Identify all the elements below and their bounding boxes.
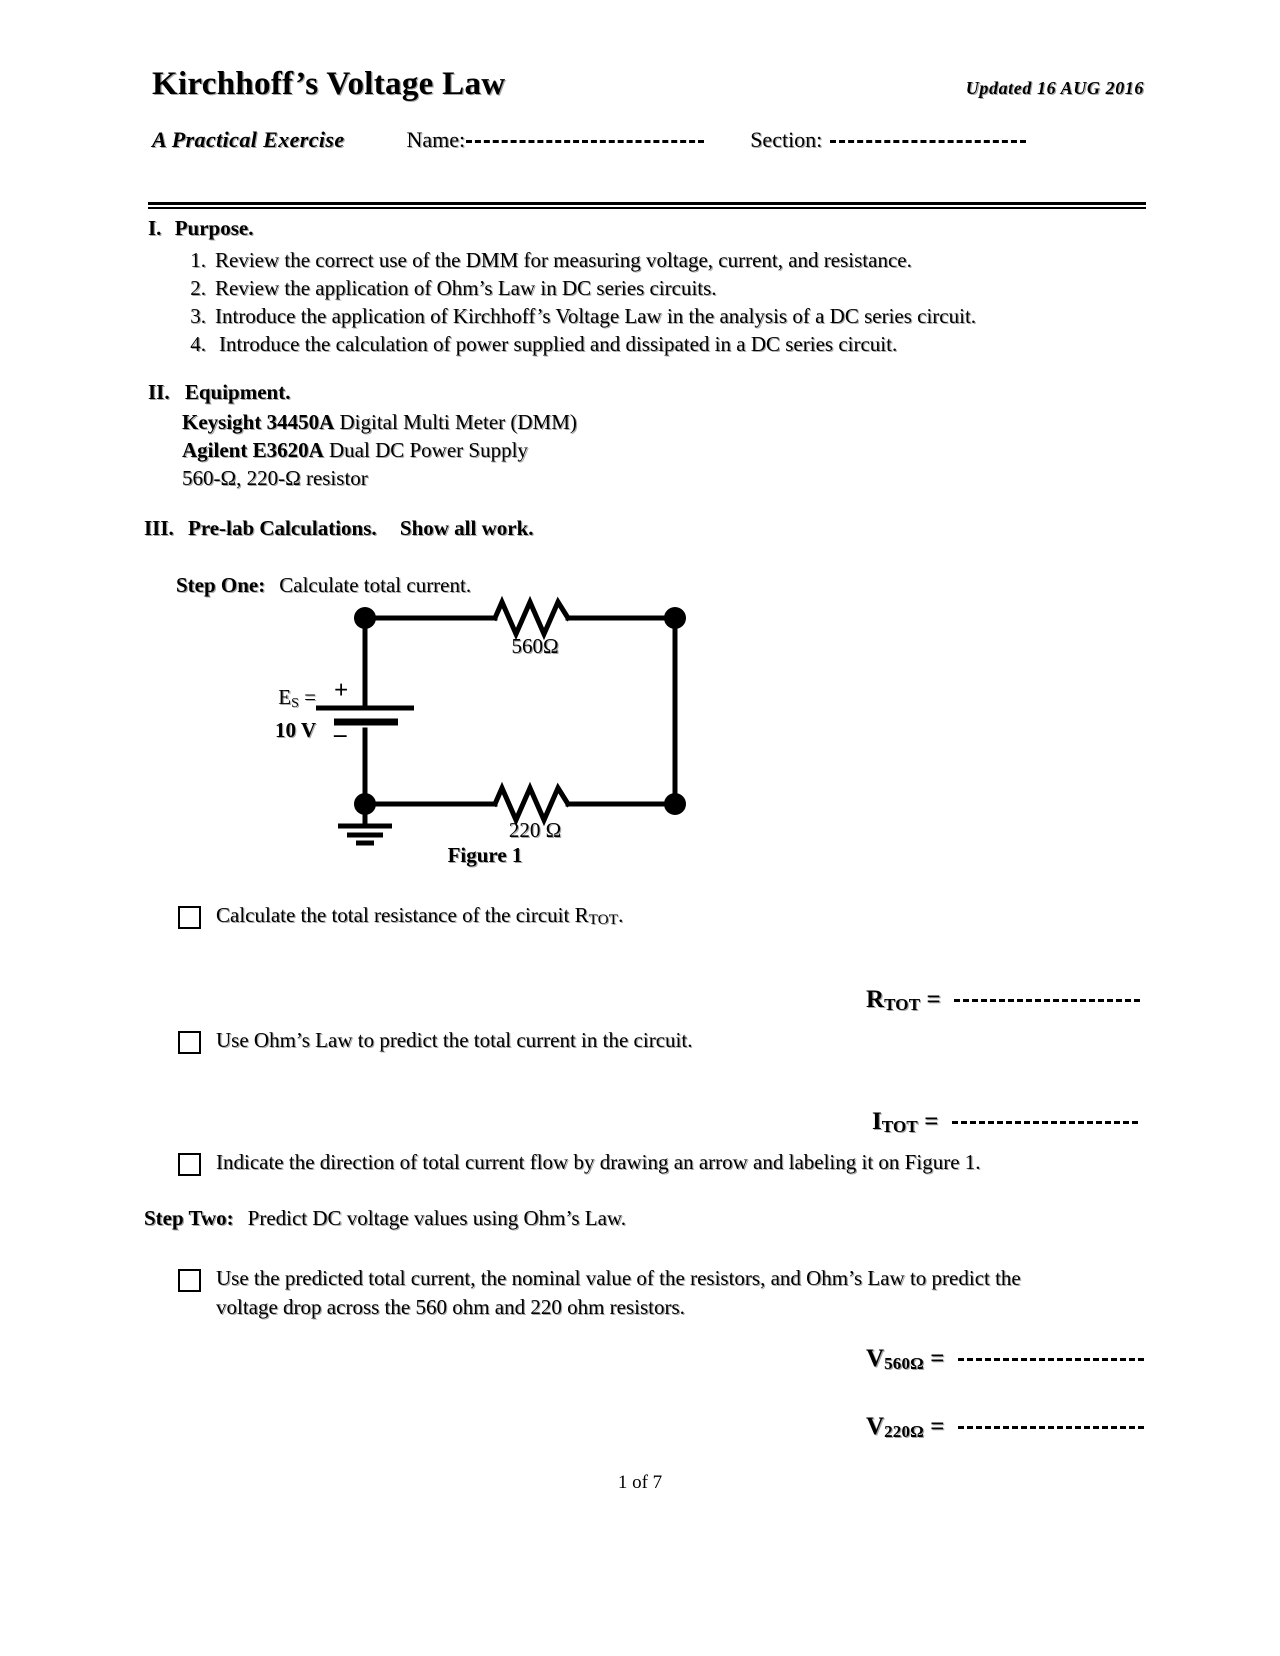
answer-blank-rtot[interactable]: [954, 998, 1140, 1002]
section-purpose: [148, 216, 1148, 358]
step-one-label: Step One:: [176, 573, 266, 597]
resistor-220-label: 220 Ω: [508, 818, 562, 842]
resistor-560-label: 560Ω: [511, 634, 559, 658]
checklist-label: Use the predicted total current, the nominal value of the resistors, and Ohm’s Law to predict the voltage drop across the 560 ohm and 220 ohm resistors.: [216, 1266, 1021, 1319]
source-value: 10 V: [274, 718, 316, 742]
list-item: 4. Introduce the calculation of power supplied and dissipated in a DC series circuit.: [190, 332, 898, 356]
checklist-label: Indicate the direction of total current flow by drawing an arrow and labeling it on Figure 1.: [216, 1150, 981, 1174]
section-field[interactable]: [830, 139, 1026, 143]
step-two: [144, 1204, 626, 1232]
page-footer: 1 of 7: [617, 1472, 663, 1493]
equipment-item-supply: Agilent E3620A Dual DC Power Supply: [182, 438, 528, 462]
circuit-diagram-figure-1: [250, 596, 720, 846]
document-header: [152, 66, 1144, 153]
equipment-list: [182, 408, 1148, 492]
checklist-label: Use Ohm’s Law to predict the total current in the circuit.: [216, 1028, 693, 1052]
answer-itot: ITOT =: [872, 1108, 1138, 1137]
figure-caption: Figure 1: [447, 843, 523, 867]
answer-blank-itot[interactable]: [952, 1120, 1138, 1124]
node-top-right: [664, 607, 686, 629]
ground-symbol: [338, 804, 392, 843]
battery-minus-label: –: [334, 721, 347, 748]
battery-plus-label: +: [334, 677, 349, 704]
resistor-560-symbol: [495, 602, 568, 634]
checklist-item-predict-voltage-drops[interactable]: [178, 1264, 1138, 1322]
answer-v220: V220Ω =: [866, 1413, 1144, 1442]
answer-rtot: RTOT =: [866, 986, 1140, 1015]
purpose-list: [176, 246, 1148, 358]
step-two-text: Predict DC voltage values using Ohm’s Law.: [247, 1206, 626, 1230]
step-two-label: Step Two:: [144, 1206, 234, 1230]
answer-blank-v220[interactable]: [958, 1425, 1144, 1429]
checkbox[interactable]: [178, 906, 201, 929]
updated-date: Updated 16 AUG 2016: [965, 78, 1144, 98]
equipment-heading: II. Equipment.: [148, 380, 291, 404]
purpose-heading: I. Purpose.: [148, 216, 254, 240]
list-item: 2. Review the application of Ohm’s Law in DC series circuits.: [190, 276, 717, 300]
equipment-item-resistors: 560-Ω, 220-Ω resistor: [182, 466, 368, 490]
equipment-item-dmm: Keysight 34450A Digital Multi Meter (DMM): [182, 410, 577, 434]
prelab-heading: III. Pre-lab Calculations. Show all work.: [144, 516, 534, 540]
answer-v560: V560Ω =: [866, 1345, 1144, 1374]
checklist-label: Calculate the total resistance of the circuit $R_{TOT}$.: [216, 903, 624, 928]
list-item: 1. Review the correct use of the DMM for measuring voltage, current, and resistance.: [190, 248, 912, 272]
section-prelab: [144, 516, 1144, 541]
checklist-item-predict-itot[interactable]: [178, 1026, 918, 1055]
step-one-text: Calculate total current.: [279, 573, 472, 597]
checkbox[interactable]: [178, 1269, 201, 1292]
section-equipment: [148, 380, 1148, 492]
battery-symbol: [316, 708, 414, 722]
checkbox[interactable]: [178, 1153, 201, 1176]
checkbox[interactable]: [178, 1031, 201, 1054]
name-field[interactable]: [466, 139, 704, 143]
node-top-left: [354, 607, 376, 629]
step-one: [176, 571, 471, 599]
node-bottom-right: [664, 793, 686, 815]
answer-blank-v560[interactable]: [958, 1357, 1144, 1361]
page-title: Kirchhoff’s Voltage Law: [152, 66, 506, 102]
resistor-220-symbol: [495, 788, 568, 820]
list-item: 3. Introduce the application of Kirchhoff’s Voltage Law in the analysis of a DC series circuit.: [190, 304, 977, 328]
section-label: Section:: [750, 127, 823, 152]
checklist-item-calc-rtot[interactable]: [178, 901, 918, 935]
source-label: ES = 10 V: [250, 684, 316, 743]
checklist-item-current-direction[interactable]: [178, 1148, 1108, 1177]
name-label: Name:: [406, 127, 466, 152]
header-divider: [148, 202, 1146, 209]
document-subtitle: A Practical Exercise: [152, 127, 345, 152]
